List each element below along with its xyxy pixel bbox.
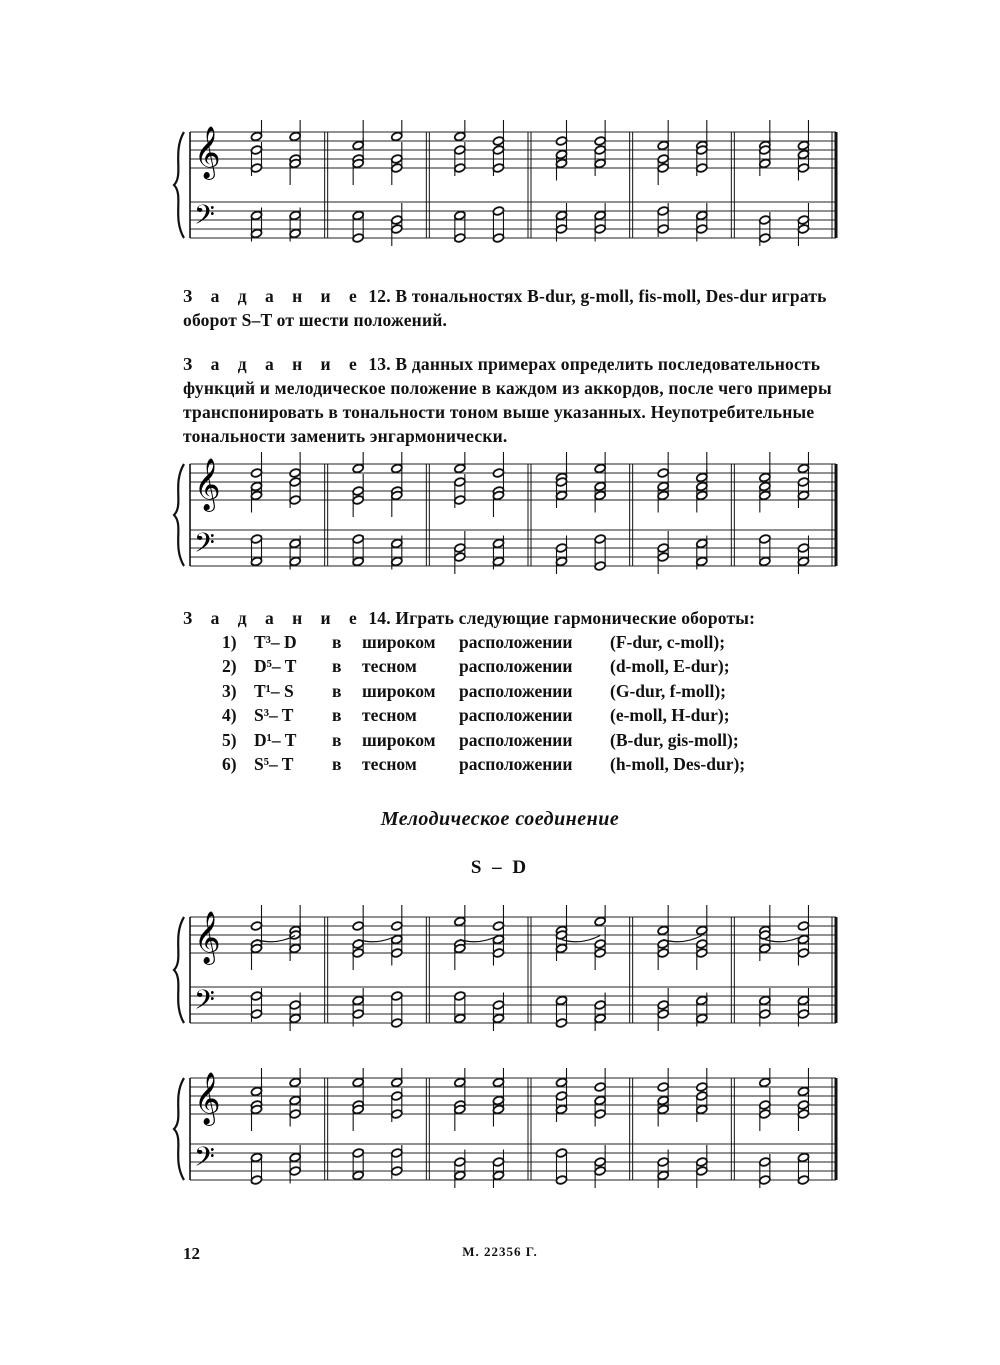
note-head xyxy=(289,131,301,141)
brace xyxy=(174,1078,184,1180)
note-head xyxy=(454,1157,466,1167)
note-head xyxy=(555,136,567,146)
note-head xyxy=(759,556,771,566)
note-head xyxy=(289,1000,301,1010)
note-head xyxy=(594,1000,606,1010)
note-head xyxy=(289,556,301,566)
note-head xyxy=(555,943,567,953)
note-head xyxy=(289,210,301,220)
note-head xyxy=(696,939,708,949)
note-head xyxy=(555,556,567,566)
note-head xyxy=(250,991,262,1001)
note-head xyxy=(696,224,708,234)
note-head xyxy=(555,1148,567,1158)
note-head xyxy=(289,495,301,505)
note-head xyxy=(391,1148,403,1158)
note-head xyxy=(492,468,504,478)
note-head xyxy=(594,534,606,544)
note-head xyxy=(391,556,403,566)
section-subtitle: S – D xyxy=(470,857,530,878)
note-head xyxy=(391,538,403,548)
note-head xyxy=(391,154,403,164)
treble-clef: 𝄞 xyxy=(194,1071,221,1124)
note-head xyxy=(454,1013,466,1023)
page-number: 12 xyxy=(183,1244,200,1263)
note-head xyxy=(454,131,466,141)
note-head xyxy=(352,495,364,505)
note-head xyxy=(391,215,403,225)
note-head xyxy=(250,534,262,544)
note-head xyxy=(657,224,669,234)
note-head xyxy=(555,1091,567,1101)
note-head xyxy=(250,1152,262,1162)
note-head xyxy=(696,490,708,500)
note-head xyxy=(555,1104,567,1114)
note-head xyxy=(289,1013,301,1023)
note-head xyxy=(696,1157,708,1167)
note-head xyxy=(250,468,262,478)
note-head xyxy=(352,1009,364,1019)
note-head xyxy=(352,1148,364,1158)
note-head xyxy=(492,948,504,958)
plate-number: М. 22356 Г. xyxy=(462,1244,538,1259)
grand-staff-svg xyxy=(170,452,840,587)
note-head xyxy=(594,1166,606,1176)
note-head xyxy=(555,490,567,500)
note-head xyxy=(454,916,466,926)
note-head xyxy=(594,1013,606,1023)
treble-clef: 𝄞 xyxy=(194,457,221,510)
note-head xyxy=(797,921,809,931)
note-head xyxy=(492,1170,504,1180)
note-head xyxy=(250,228,262,238)
note-head xyxy=(696,481,708,491)
note-head xyxy=(657,140,669,150)
grand-staff-svg xyxy=(170,905,840,1055)
brace xyxy=(174,917,184,1023)
note-head xyxy=(797,224,809,234)
note-head xyxy=(657,543,669,553)
note-head xyxy=(696,556,708,566)
bass-clef: 𝄢 xyxy=(194,199,215,237)
section-title: Мелодическое соединение xyxy=(380,808,620,830)
note-head xyxy=(492,538,504,548)
note-head xyxy=(657,468,669,478)
note-head xyxy=(454,495,466,505)
note-head xyxy=(594,224,606,234)
note-head xyxy=(696,210,708,220)
grand-staff-svg xyxy=(170,1068,840,1208)
note-head xyxy=(696,538,708,548)
note-head xyxy=(492,1157,504,1167)
bass-clef: 𝄢 xyxy=(194,1141,215,1179)
note-head xyxy=(454,163,466,173)
note-head xyxy=(594,481,606,491)
note-head xyxy=(454,477,466,487)
note-head xyxy=(250,1009,262,1019)
note-head xyxy=(759,534,771,544)
note-head xyxy=(391,131,403,141)
note-head xyxy=(492,1095,504,1105)
note-head xyxy=(696,472,708,482)
note-head xyxy=(454,991,466,1001)
note-head xyxy=(352,210,364,220)
note-head xyxy=(696,1082,708,1092)
note-head xyxy=(594,1157,606,1167)
note-head xyxy=(657,552,669,562)
note-head xyxy=(759,1100,771,1110)
note-head xyxy=(555,210,567,220)
note-head xyxy=(250,210,262,220)
note-head xyxy=(657,206,669,216)
note-head xyxy=(250,1086,262,1096)
note-head xyxy=(391,1077,403,1087)
note-head xyxy=(492,145,504,155)
note-head xyxy=(797,1109,809,1119)
note-head xyxy=(797,556,809,566)
note-head xyxy=(797,1009,809,1019)
note-head xyxy=(797,948,809,958)
note-head xyxy=(492,136,504,146)
note-head xyxy=(759,1157,771,1167)
note-head xyxy=(352,486,364,496)
note-head xyxy=(797,1086,809,1096)
note-head xyxy=(797,1100,809,1110)
note-head xyxy=(759,481,771,491)
note-head xyxy=(352,463,364,473)
note-head xyxy=(759,1009,771,1019)
voice-line xyxy=(562,936,601,942)
note-head xyxy=(289,468,301,478)
note-head xyxy=(289,538,301,548)
note-head xyxy=(594,145,606,155)
note-head xyxy=(797,490,809,500)
note-head xyxy=(555,224,567,234)
note-head xyxy=(454,552,466,562)
note-head xyxy=(696,1104,708,1114)
note-head xyxy=(594,948,606,958)
note-head xyxy=(391,1018,403,1028)
note-head xyxy=(391,1109,403,1119)
note-head xyxy=(657,925,669,935)
treble-clef: 𝄞 xyxy=(194,125,221,178)
note-head xyxy=(696,163,708,173)
note-head xyxy=(492,163,504,173)
voice-line xyxy=(663,936,702,942)
task-12-label: З а д а н и е xyxy=(183,286,364,306)
note-head xyxy=(594,490,606,500)
note-head xyxy=(594,463,606,473)
note-head xyxy=(352,534,364,544)
note-head xyxy=(391,224,403,234)
note-head xyxy=(250,556,262,566)
note-head xyxy=(555,1175,567,1185)
note-head xyxy=(594,158,606,168)
music-score-1 xyxy=(170,120,840,270)
note-head xyxy=(454,145,466,155)
brace xyxy=(174,464,184,566)
note-head xyxy=(250,1175,262,1185)
note-head xyxy=(797,149,809,159)
note-head xyxy=(594,210,606,220)
note-head xyxy=(797,140,809,150)
note-head xyxy=(391,948,403,958)
task-12-paragraph xyxy=(183,284,843,332)
note-head xyxy=(250,481,262,491)
note-head xyxy=(352,948,364,958)
note-head xyxy=(696,1091,708,1101)
music-score-3 xyxy=(170,905,840,1055)
note-head xyxy=(352,140,364,150)
note-head xyxy=(696,948,708,958)
note-head xyxy=(696,925,708,935)
note-head xyxy=(289,1109,301,1119)
note-head xyxy=(352,1077,364,1087)
note-head xyxy=(657,163,669,173)
note-head xyxy=(594,561,606,571)
note-head xyxy=(759,233,771,243)
note-head xyxy=(759,215,771,225)
grand-staff-svg xyxy=(170,120,840,270)
note-head xyxy=(454,1077,466,1087)
note-head xyxy=(454,1170,466,1180)
note-head xyxy=(759,1077,771,1087)
note-head xyxy=(657,948,669,958)
note-head xyxy=(352,556,364,566)
note-head xyxy=(352,995,364,1005)
note-head xyxy=(289,943,301,953)
note-head xyxy=(657,154,669,164)
note-head xyxy=(352,1170,364,1180)
note-head xyxy=(696,1013,708,1023)
note-head xyxy=(657,1104,669,1114)
note-head xyxy=(391,921,403,931)
note-head xyxy=(250,131,262,141)
note-head xyxy=(797,463,809,473)
note-head xyxy=(797,1175,809,1185)
task-14-label: З а д а н и е xyxy=(183,608,364,628)
note-head xyxy=(696,1166,708,1176)
note-head xyxy=(759,943,771,953)
note-head xyxy=(797,995,809,1005)
note-head xyxy=(289,228,301,238)
note-head xyxy=(594,136,606,146)
brace xyxy=(174,132,184,238)
note-head xyxy=(555,158,567,168)
note-head xyxy=(352,233,364,243)
music-score-4 xyxy=(170,1068,840,1208)
note-head xyxy=(555,1077,567,1087)
task-14-text: 14. Играть следующие гармонические обороты: xyxy=(363,608,756,628)
note-head xyxy=(250,921,262,931)
note-head xyxy=(250,163,262,173)
note-head xyxy=(391,463,403,473)
note-head xyxy=(696,995,708,1005)
note-head xyxy=(492,556,504,566)
note-head xyxy=(555,1018,567,1028)
note-head xyxy=(657,1000,669,1010)
note-head xyxy=(797,215,809,225)
note-head xyxy=(555,149,567,159)
note-head xyxy=(657,481,669,491)
note-head xyxy=(797,477,809,487)
note-head xyxy=(759,490,771,500)
note-head xyxy=(492,921,504,931)
note-head xyxy=(289,477,301,487)
note-head xyxy=(594,1109,606,1119)
note-head xyxy=(555,543,567,553)
note-head xyxy=(250,145,262,155)
note-head xyxy=(250,490,262,500)
treble-clef: 𝄞 xyxy=(194,910,221,963)
note-head xyxy=(391,991,403,1001)
note-head xyxy=(492,233,504,243)
bass-clef: 𝄢 xyxy=(194,984,215,1022)
note-head xyxy=(289,1095,301,1105)
note-head xyxy=(594,1095,606,1105)
note-head xyxy=(759,158,771,168)
note-head xyxy=(289,1152,301,1162)
note-head xyxy=(657,1170,669,1180)
note-head xyxy=(759,472,771,482)
note-head xyxy=(657,1095,669,1105)
note-head xyxy=(594,939,606,949)
note-head xyxy=(797,1152,809,1162)
note-head xyxy=(454,463,466,473)
note-head xyxy=(555,995,567,1005)
task-13-label: З а д а н и е xyxy=(183,354,364,374)
bass-clef: 𝄢 xyxy=(194,527,215,565)
note-head xyxy=(289,1166,301,1176)
note-head xyxy=(657,1157,669,1167)
note-head xyxy=(391,1091,403,1101)
note-head xyxy=(594,1082,606,1092)
note-head xyxy=(797,543,809,553)
note-head xyxy=(391,1166,403,1176)
note-head xyxy=(492,1077,504,1087)
note-head xyxy=(454,233,466,243)
note-head xyxy=(759,1175,771,1185)
note-head xyxy=(492,1000,504,1010)
note-head xyxy=(594,916,606,926)
task-14-paragraph xyxy=(183,606,843,630)
note-head xyxy=(492,1013,504,1023)
note-head xyxy=(454,543,466,553)
note-head xyxy=(657,1009,669,1019)
note-head xyxy=(454,210,466,220)
note-head xyxy=(797,163,809,173)
note-head xyxy=(391,163,403,173)
note-head xyxy=(492,1104,504,1114)
note-head xyxy=(289,1077,301,1087)
note-head xyxy=(657,490,669,500)
task-13-text: 13. В данных примерах определить последовательность функций и мелодическое положение в каждом из аккордов, после чего примеры транспонировать в тональности тоном выше указанных. Неупотребительные тональности заменить энгармонически. xyxy=(183,354,832,446)
note-head xyxy=(759,995,771,1005)
note-head xyxy=(492,206,504,216)
note-head xyxy=(657,1082,669,1092)
note-head xyxy=(759,1109,771,1119)
note-head xyxy=(352,921,364,931)
music-score-2 xyxy=(170,452,840,587)
task-13-paragraph xyxy=(183,352,843,448)
task-12-text: 12. В тональностях B-dur, g-moll, fis-moll, Des-dur играть оборот S–T от шести положений. xyxy=(183,286,827,330)
